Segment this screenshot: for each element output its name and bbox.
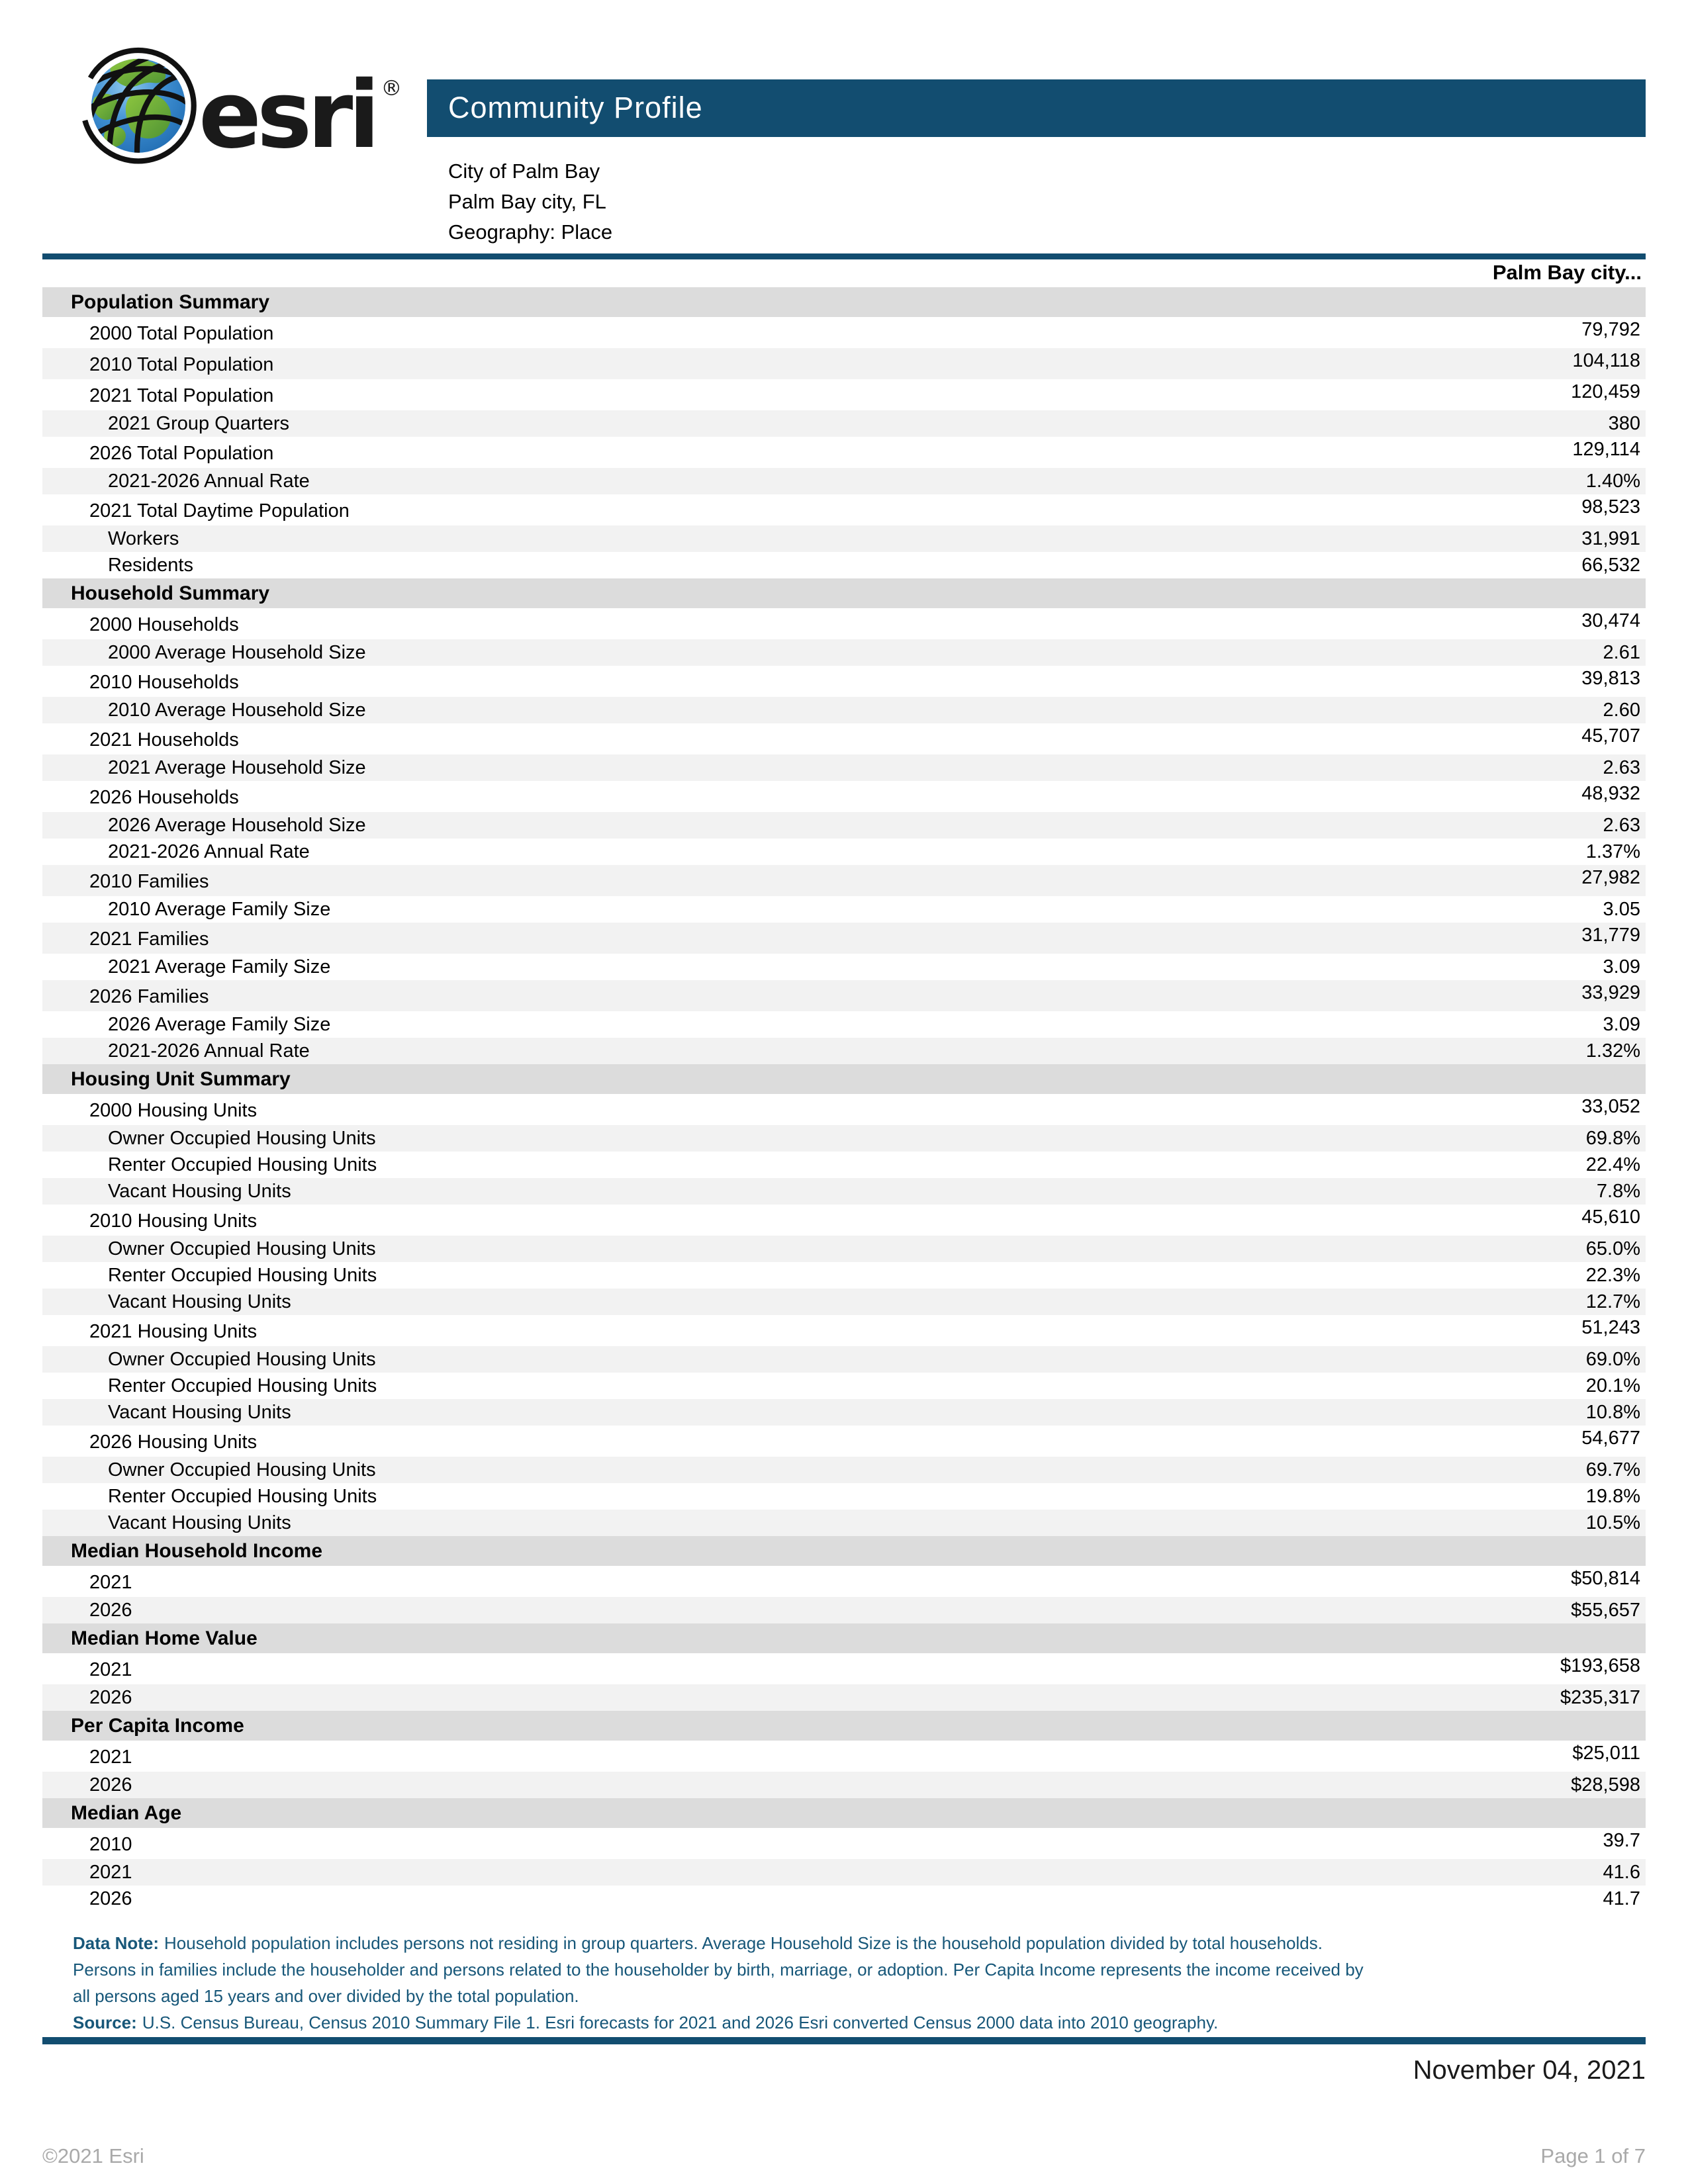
row-label: Renter Occupied Housing Units [108, 1485, 377, 1507]
table-row [42, 1205, 1646, 1236]
row-label: 2026 Average Family Size [108, 1013, 331, 1035]
row-value: 41.6 [1603, 1861, 1640, 1883]
row-value: 20.1% [1585, 1375, 1640, 1396]
table-row [42, 1597, 1646, 1623]
row-value: 30,474 [1581, 610, 1640, 631]
row-label: 2010 Average Family Size [108, 898, 331, 920]
row-label: 2021 Households [89, 729, 239, 751]
table-row [42, 1346, 1646, 1373]
table-row [42, 379, 1646, 410]
row-label: Owner Occupied Housing Units [108, 1127, 376, 1149]
report-subheader [448, 156, 612, 248]
row-label: 2010 Housing Units [89, 1210, 258, 1232]
row-value: 19.8% [1585, 1485, 1640, 1507]
table-row [42, 552, 1646, 578]
table-row [42, 666, 1646, 697]
row-value: 66,532 [1581, 554, 1640, 576]
row-value: 3.05 [1603, 898, 1640, 920]
table-row [42, 1038, 1646, 1064]
footer-divider-rule [42, 2037, 1646, 2044]
table-row [42, 1510, 1646, 1536]
table-row [42, 865, 1646, 896]
table-row [42, 1886, 1646, 1912]
esri-logo [78, 41, 449, 173]
row-value: 69.7% [1585, 1459, 1640, 1480]
section-header: Housing Unit Summary [42, 1064, 1646, 1094]
row-value: 65.0% [1585, 1238, 1640, 1259]
table-row [42, 1457, 1646, 1483]
row-label: 2010 Total Population [89, 354, 274, 375]
section-header: Median Household Income [42, 1536, 1646, 1566]
row-value: 104,118 [1572, 350, 1640, 371]
report-banner [427, 79, 1646, 137]
table-row [42, 723, 1646, 754]
row-value: 45,707 [1581, 725, 1640, 747]
table-row [42, 468, 1646, 494]
page-number: Page 1 of 7 [1540, 2144, 1646, 2167]
copyright-text: ©2021 Esri [42, 2144, 144, 2167]
row-value: $55,657 [1571, 1599, 1640, 1621]
row-value: $28,598 [1571, 1774, 1640, 1796]
table-row [42, 1653, 1646, 1684]
table-row [42, 754, 1646, 781]
row-label: 2021 [89, 1659, 132, 1680]
data-note-text-1: Household population includes persons not residing in group quarters. Average Household Size is the household population divided by total households. [164, 1933, 1323, 1953]
row-value: 51,243 [1581, 1317, 1640, 1338]
row-label: Owner Occupied Housing Units [108, 1459, 376, 1480]
table-row [42, 923, 1646, 954]
table-row [42, 1011, 1646, 1038]
row-label: 2021 Families [89, 929, 209, 950]
row-value: $50,814 [1571, 1568, 1640, 1589]
header-divider-rule [42, 253, 1646, 259]
table-row [42, 980, 1646, 1011]
row-value: 22.4% [1585, 1154, 1640, 1175]
source-text: U.S. Census Bureau, Census 2010 Summary File 1. Esri forecasts for 2021 and 2026 Esri converted Census 2000 data into 2010 geography. [142, 2013, 1219, 2032]
table-row [42, 639, 1646, 666]
row-label: 2021-2026 Annual Rate [108, 470, 310, 492]
row-label: 2010 Households [89, 672, 239, 693]
row-label: Owner Occupied Housing Units [108, 1238, 376, 1259]
table-row [42, 1094, 1646, 1125]
row-label: 2021 [89, 1861, 132, 1883]
row-label: 2026 [89, 1686, 132, 1708]
row-label: 2021 Group Quarters [108, 412, 290, 434]
esri-wordmark-text: esri [199, 62, 376, 169]
table-row [42, 697, 1646, 723]
table-row [42, 494, 1646, 525]
section-header: Median Home Value [42, 1623, 1646, 1653]
summary-table [42, 287, 1646, 1912]
row-label: 2021 [89, 1747, 132, 1768]
row-value: 10.8% [1585, 1401, 1640, 1423]
row-label: 2026 [89, 1888, 132, 1909]
row-label: Workers [108, 527, 179, 549]
table-row [42, 525, 1646, 552]
row-label: 2021 [89, 1572, 132, 1593]
row-value: $193,658 [1560, 1655, 1640, 1676]
table-row [42, 1152, 1646, 1178]
row-label: 2021 Total Population [89, 385, 274, 406]
row-value: 120,459 [1571, 381, 1640, 402]
row-value: 10.5% [1585, 1512, 1640, 1533]
row-value: 31,991 [1581, 527, 1640, 549]
data-note-line [73, 1930, 1646, 1956]
table-row [42, 1566, 1646, 1597]
table-row [42, 1828, 1646, 1859]
table-row [42, 1684, 1646, 1711]
row-value: 39.7 [1603, 1830, 1640, 1851]
report-date: November 04, 2021 [1413, 2056, 1646, 2085]
esri-globe-icon [78, 44, 199, 164]
row-value: 79,792 [1581, 319, 1640, 340]
row-value: 2.63 [1603, 814, 1640, 836]
report-title: Community Profile [448, 91, 703, 124]
table-row [42, 1399, 1646, 1426]
table-row [42, 812, 1646, 839]
row-label: 2021 Housing Units [89, 1321, 258, 1342]
section-header: Per Capita Income [42, 1711, 1646, 1741]
table-row [42, 317, 1646, 348]
row-label: 2010 Average Household Size [108, 699, 366, 721]
row-value: 48,932 [1581, 783, 1640, 804]
row-value: 98,523 [1581, 496, 1640, 518]
row-label: Vacant Housing Units [108, 1401, 291, 1423]
row-value: 380 [1608, 412, 1640, 434]
section-header: Median Age [42, 1798, 1646, 1828]
row-label: Renter Occupied Housing Units [108, 1264, 377, 1286]
table-row [42, 348, 1646, 379]
data-note-text-2: Persons in families include the householder and persons related to the householder by birth, marriage, or adoption. Per Capita Income represents the income received by [73, 1960, 1364, 1979]
row-label: 2000 Average Household Size [108, 641, 366, 663]
row-label: 2026 [89, 1599, 132, 1621]
row-value: 31,779 [1581, 925, 1640, 946]
table-row [42, 896, 1646, 923]
row-label: Residents [108, 554, 193, 576]
row-value: 1.32% [1585, 1040, 1640, 1062]
table-row [42, 954, 1646, 980]
row-value: 39,813 [1581, 668, 1640, 689]
row-label: 2026 Families [89, 986, 209, 1007]
row-value: 27,982 [1581, 867, 1640, 888]
row-label: 2021-2026 Annual Rate [108, 1040, 310, 1062]
table-row [42, 1178, 1646, 1205]
row-label: 2026 Households [89, 787, 239, 808]
row-value: 7.8% [1596, 1180, 1640, 1202]
footnote-block [73, 1930, 1646, 2036]
row-value: 69.8% [1585, 1127, 1640, 1149]
row-value: 1.37% [1585, 841, 1640, 862]
table-row [42, 1262, 1646, 1289]
row-label: 2026 Average Household Size [108, 814, 366, 836]
row-value: 12.7% [1585, 1291, 1640, 1312]
geography-column-header: Palm Bay city... [1492, 261, 1642, 284]
row-value: 129,114 [1572, 439, 1640, 460]
section-header: Household Summary [42, 578, 1646, 608]
table-row [42, 839, 1646, 865]
row-value: 69.0% [1585, 1348, 1640, 1370]
table-row [42, 1772, 1646, 1798]
row-label: Vacant Housing Units [108, 1512, 291, 1533]
table-row [42, 1125, 1646, 1152]
table-row [42, 1741, 1646, 1772]
row-label: 2026 Total Population [89, 443, 274, 464]
data-note-text-3: all persons aged 15 years and over divided by the total population. [73, 1986, 579, 2006]
table-row [42, 437, 1646, 468]
row-label: Vacant Housing Units [108, 1180, 291, 1202]
row-label: Vacant Housing Units [108, 1291, 291, 1312]
row-value: 41.7 [1603, 1888, 1640, 1909]
data-note-label: Data Note: [73, 1933, 160, 1953]
row-label: Owner Occupied Housing Units [108, 1348, 376, 1370]
table-row [42, 1426, 1646, 1457]
table-row [42, 1483, 1646, 1510]
row-value: 2.61 [1603, 641, 1640, 663]
row-label: 2026 [89, 1774, 132, 1796]
row-value: 22.3% [1585, 1264, 1640, 1286]
row-value: 3.09 [1603, 956, 1640, 978]
table-row [42, 1859, 1646, 1886]
table-row [42, 1289, 1646, 1315]
table-row [42, 608, 1646, 639]
esri-wordmark [199, 62, 402, 169]
source-line [73, 2009, 1646, 2036]
row-label: 2000 Housing Units [89, 1100, 258, 1121]
row-label: 2026 Housing Units [89, 1432, 258, 1453]
table-row [42, 1373, 1646, 1399]
row-value: 33,929 [1581, 982, 1640, 1003]
geography-line: Geography: Place [448, 220, 613, 244]
source-label: Source: [73, 2013, 137, 2032]
prepared-for-line: City of Palm Bay [448, 159, 600, 183]
row-label: 2010 [89, 1834, 132, 1855]
row-label: 2000 Total Population [89, 323, 274, 344]
page-footer [42, 2144, 1646, 2168]
row-value: 2.63 [1603, 756, 1640, 778]
row-label: Renter Occupied Housing Units [108, 1154, 377, 1175]
table-row [42, 1315, 1646, 1346]
row-value: 2.60 [1603, 699, 1640, 721]
row-label: 2000 Households [89, 614, 239, 635]
row-label: 2021 Average Household Size [108, 756, 366, 778]
row-label: 2010 Families [89, 871, 209, 892]
row-value: 3.09 [1603, 1013, 1640, 1035]
row-value: 54,677 [1581, 1428, 1640, 1449]
table-row [42, 410, 1646, 437]
row-label: 2021 Total Daytime Population [89, 500, 350, 522]
section-header: Population Summary [42, 287, 1646, 317]
row-value: 1.40% [1585, 470, 1640, 492]
registered-trademark-icon: ® [381, 75, 402, 101]
row-label: 2021-2026 Annual Rate [108, 841, 310, 862]
row-label: 2021 Average Family Size [108, 956, 331, 978]
row-value: $235,317 [1560, 1686, 1640, 1708]
row-label: Renter Occupied Housing Units [108, 1375, 377, 1396]
area-name-line: Palm Bay city, FL [448, 190, 606, 213]
row-value: $25,011 [1572, 1743, 1640, 1764]
table-row [42, 1236, 1646, 1262]
row-value: 45,610 [1581, 1206, 1640, 1228]
table-row [42, 781, 1646, 812]
row-value: 33,052 [1581, 1096, 1640, 1117]
